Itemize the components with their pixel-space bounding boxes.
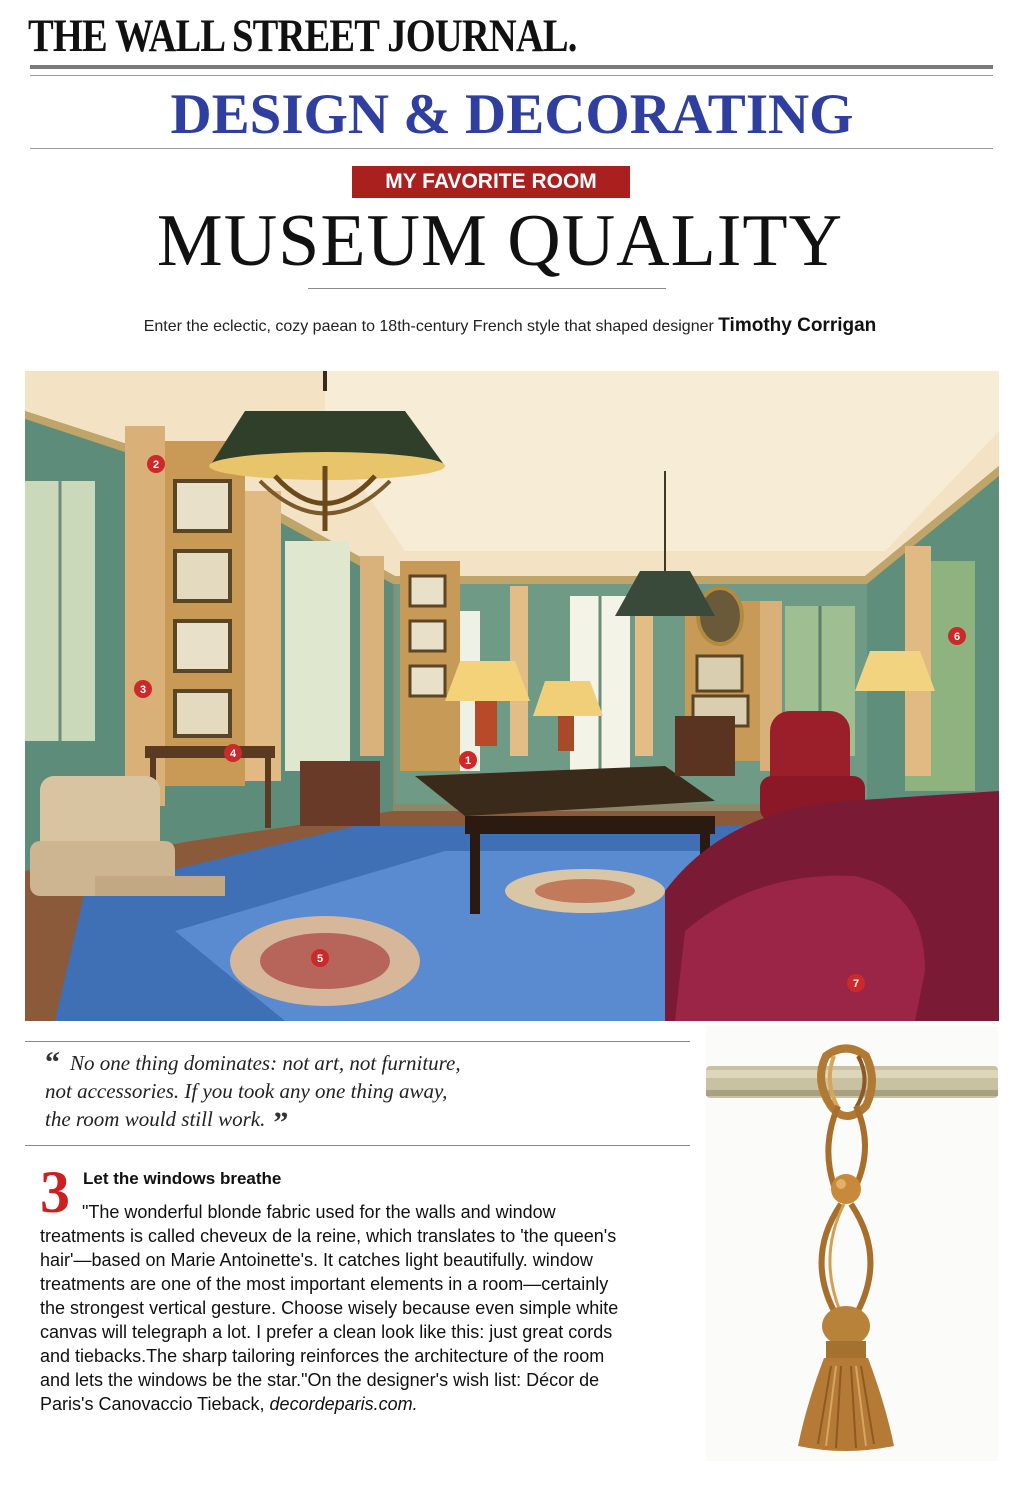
headline: MUSEUM QUALITY bbox=[156, 200, 844, 282]
body-line: treatments is called cheveux de la reine, which translates to 'the queen's bbox=[40, 1226, 617, 1246]
body-line-last: Paris's Canovaccio Tieback, decordeparis.com. bbox=[40, 1394, 418, 1414]
marker-3: 3 bbox=[139, 684, 147, 696]
body-line: the strongest vertical gesture. Choose wisely because even simple white bbox=[40, 1298, 619, 1318]
masthead: THE WALL STREET JOURNAL. bbox=[28, 10, 577, 62]
dek bbox=[30, 313, 990, 340]
marker-4: 4 bbox=[229, 748, 237, 760]
quote-line-1: “ No one thing dominates: not art, not furniture, bbox=[45, 1046, 461, 1079]
room-photo bbox=[25, 371, 999, 1021]
dek-text: Enter the eclectic, cozy paean to 18th-century French style that shaped designer bbox=[143, 318, 714, 335]
masthead-rule-thin bbox=[30, 75, 993, 76]
section-rule bbox=[30, 148, 993, 149]
quote-rule-top bbox=[25, 1041, 690, 1042]
quote-line-2: not accessories. If you took any one thing away, bbox=[45, 1079, 448, 1103]
byline-name: Timothy Corrigan bbox=[718, 315, 877, 336]
body-line: "The wonderful blonde fabric used for the walls and window bbox=[82, 1202, 556, 1222]
marker-6: 6 bbox=[953, 631, 961, 643]
marker-1: 1 bbox=[464, 755, 472, 767]
body-text bbox=[40, 1200, 712, 1416]
quote-close-mark: ” bbox=[273, 1106, 289, 1139]
headline-rule bbox=[308, 288, 666, 289]
quote-rule-bottom bbox=[25, 1145, 690, 1146]
marker-2: 2 bbox=[152, 459, 160, 471]
body-line: and tiebacks.The sharp tailoring reinforces the architecture of the room bbox=[40, 1346, 605, 1366]
section-number: 3 bbox=[40, 1159, 70, 1225]
section-title: DESIGN & DECORATING bbox=[170, 83, 854, 146]
body-line: canvas will telegraph a lot. I prefer a clean look like this: just great cords bbox=[40, 1322, 613, 1342]
quote-line-3: the room would still work. ” bbox=[45, 1106, 289, 1139]
pull-quote bbox=[45, 1046, 685, 1139]
tieback-photo bbox=[706, 1026, 998, 1461]
body-line: treatments are one of the most important elements in a room—certainly bbox=[40, 1274, 609, 1294]
marker-7: 7 bbox=[852, 978, 860, 990]
website-link-text: decordeparis.com. bbox=[269, 1394, 418, 1414]
masthead-rule bbox=[30, 65, 993, 69]
body-line: and lets the windows be the star."On the designer's wish list: Décor de bbox=[40, 1370, 600, 1390]
body-line: hair'—based on Marie Antoinette's. It catches light beautifully. window bbox=[40, 1250, 593, 1270]
marker-5: 5 bbox=[316, 953, 324, 965]
kicker-label: MY FAVORITE ROOM bbox=[352, 166, 630, 198]
body-heading: Let the windows breathe bbox=[83, 1169, 282, 1188]
quote-open-mark: “ bbox=[45, 1046, 60, 1079]
